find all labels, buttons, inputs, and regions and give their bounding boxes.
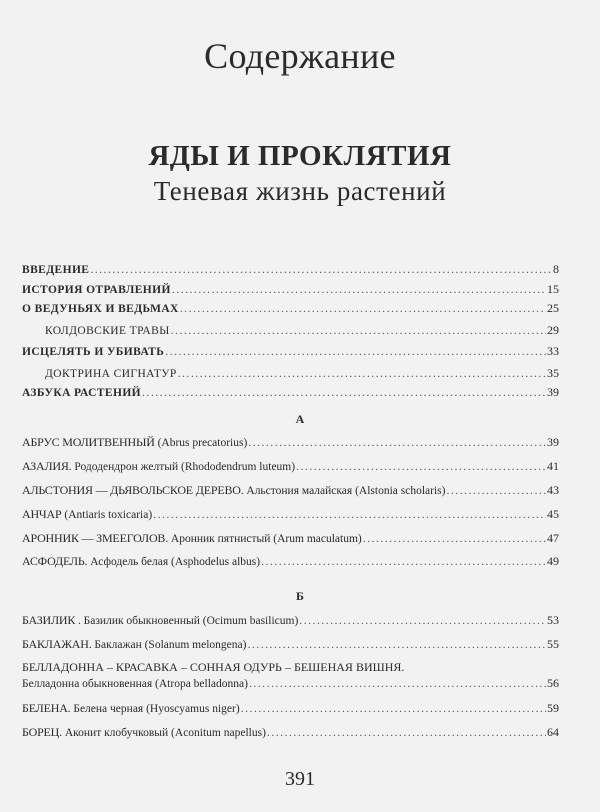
entry-label: КОЛДОВСКИЕ ТРАВЫ	[45, 325, 170, 337]
plant-name: БЕЛЕНА.	[22, 701, 71, 715]
leader-dots	[165, 344, 546, 358]
plant-desc: Аронник пятнистый (Arum maculatum)	[168, 533, 362, 545]
plant-desc: Рододендрон желтый (Rhododendrum luteum)	[71, 461, 296, 473]
toc-entry-plant[interactable]	[22, 507, 559, 522]
entry-label: ИСТОРИЯ ОТРАВЛЕНИЙ	[22, 284, 171, 296]
plant-name: АЛЬСТОНИЯ — ДЬЯВОЛЬСКОЕ ДЕРЕВО.	[22, 483, 244, 497]
leader-dots	[261, 554, 546, 568]
toc-entry-chapter[interactable]	[22, 385, 559, 400]
plant-name[interactable]: БЕЛЛАДОННА – КРАСАВКА – СОННАЯ ОДУРЬ – БЕШЕНАЯ ВИШНЯ.	[22, 660, 405, 674]
toc-entry-chapter[interactable]	[22, 282, 559, 297]
plant-desc: Асфодель белая (Asphodelus albus)	[87, 556, 261, 568]
entry-label: АЗБУКА РАСТЕНИЙ	[22, 387, 142, 399]
leader-dots	[247, 637, 546, 651]
toc-entry-plant[interactable]	[22, 701, 559, 716]
entry-page: 25	[547, 301, 559, 315]
leader-dots	[90, 262, 552, 276]
toc-entry-plant[interactable]	[22, 676, 559, 691]
entry-page: 45	[547, 507, 559, 521]
leader-dots	[446, 483, 546, 497]
toc-entry-chapter[interactable]	[22, 344, 559, 359]
toc-entry-plant[interactable]	[22, 483, 559, 498]
plant-name: АСФОДЕЛЬ.	[22, 554, 88, 568]
plant-name: АБРУС МОЛИТВЕННЫЙ	[22, 435, 155, 449]
entry-page: 39	[547, 385, 559, 399]
entry-page: 53	[547, 613, 559, 627]
plant-name: БАКЛАЖАН.	[22, 637, 92, 651]
entry-page: 33	[547, 344, 559, 358]
book-title: ЯДЫ И ПРОКЛЯТИЯ	[148, 140, 452, 172]
entry-page: 59	[547, 701, 559, 715]
entry-page: 41	[547, 459, 559, 473]
plant-desc: Аконит клобучковый (Aconitum napellus)	[61, 727, 266, 739]
plant-name: БАЗИЛИК .	[22, 613, 81, 627]
entry-page: 35	[547, 366, 559, 380]
plant-desc: Белена черная (Hyoscyamus niger)	[70, 703, 240, 715]
entry-page: 8	[553, 262, 559, 276]
leader-dots	[180, 301, 546, 315]
leader-dots	[299, 613, 546, 627]
plant-name: АЗАЛИЯ.	[22, 459, 72, 473]
entry-page: 49	[547, 554, 559, 568]
toc-entry-plant[interactable]	[22, 531, 559, 546]
plant-name: АНЧАР	[22, 507, 62, 521]
toc-entry-plant[interactable]	[22, 459, 559, 474]
leader-dots	[142, 385, 546, 399]
leader-dots	[153, 507, 546, 521]
toc-entry-plant[interactable]	[22, 554, 559, 569]
section-letter: А	[295, 412, 305, 426]
book-subtitle: Теневая жизнь растений	[153, 176, 447, 206]
toc-entry-plant[interactable]	[22, 613, 559, 628]
plant-desc: (Abrus precatorius)	[154, 437, 248, 449]
plant-desc: Альстония малайская (Alstonia scholaris)	[243, 485, 446, 497]
leader-dots	[249, 676, 546, 690]
leader-dots	[267, 725, 546, 739]
toc-entry-plant[interactable]	[22, 637, 559, 652]
entry-label: ВВЕДЕНИЕ	[22, 264, 90, 276]
plant-name: АРОННИК — ЗМЕЕГОЛОВ.	[22, 531, 169, 545]
plant-desc: Белладонна обыкновенная (Atropa belladonna)	[22, 678, 248, 690]
entry-page: 15	[547, 282, 559, 296]
entry-page: 39	[547, 435, 559, 449]
plant-desc: Базилик обыкновенный (Ocimum basilicum)	[80, 615, 299, 627]
toc-heading: Содержание	[204, 36, 396, 76]
leader-dots	[296, 459, 546, 473]
leader-dots	[241, 701, 546, 715]
toc-entry-subchapter[interactable]	[45, 366, 559, 381]
entry-page: 47	[547, 531, 559, 545]
entry-label: ДОКТРИНА СИГНАТУР	[45, 368, 177, 380]
entry-page: 55	[547, 637, 559, 651]
entry-label: О ВЕДУНЬЯХ И ВЕДЬМАХ	[22, 303, 179, 315]
leader-dots	[248, 435, 546, 449]
toc-entry-subchapter[interactable]	[45, 323, 559, 338]
plant-desc: Баклажан (Solanum melongena)	[91, 639, 247, 651]
toc-entry-chapter[interactable]	[22, 301, 559, 316]
leader-dots	[178, 366, 546, 380]
plant-name: БОРЕЦ.	[22, 725, 62, 739]
page-number: 391	[285, 768, 315, 790]
toc-entry-plant[interactable]	[22, 435, 559, 450]
plant-desc: (Antiaris toxicaria)	[61, 509, 153, 521]
leader-dots	[171, 323, 546, 337]
entry-page: 43	[547, 483, 559, 497]
section-letter: Б	[296, 589, 304, 603]
leader-dots	[172, 282, 546, 296]
leader-dots	[363, 531, 546, 545]
entry-page: 64	[547, 725, 559, 739]
entry-page: 56	[547, 676, 559, 690]
entry-page: 29	[547, 323, 559, 337]
toc-entry-chapter[interactable]	[22, 262, 559, 277]
toc-entry-plant[interactable]	[22, 725, 559, 740]
entry-label: ИСЦЕЛЯТЬ И УБИВАТЬ	[22, 346, 165, 358]
